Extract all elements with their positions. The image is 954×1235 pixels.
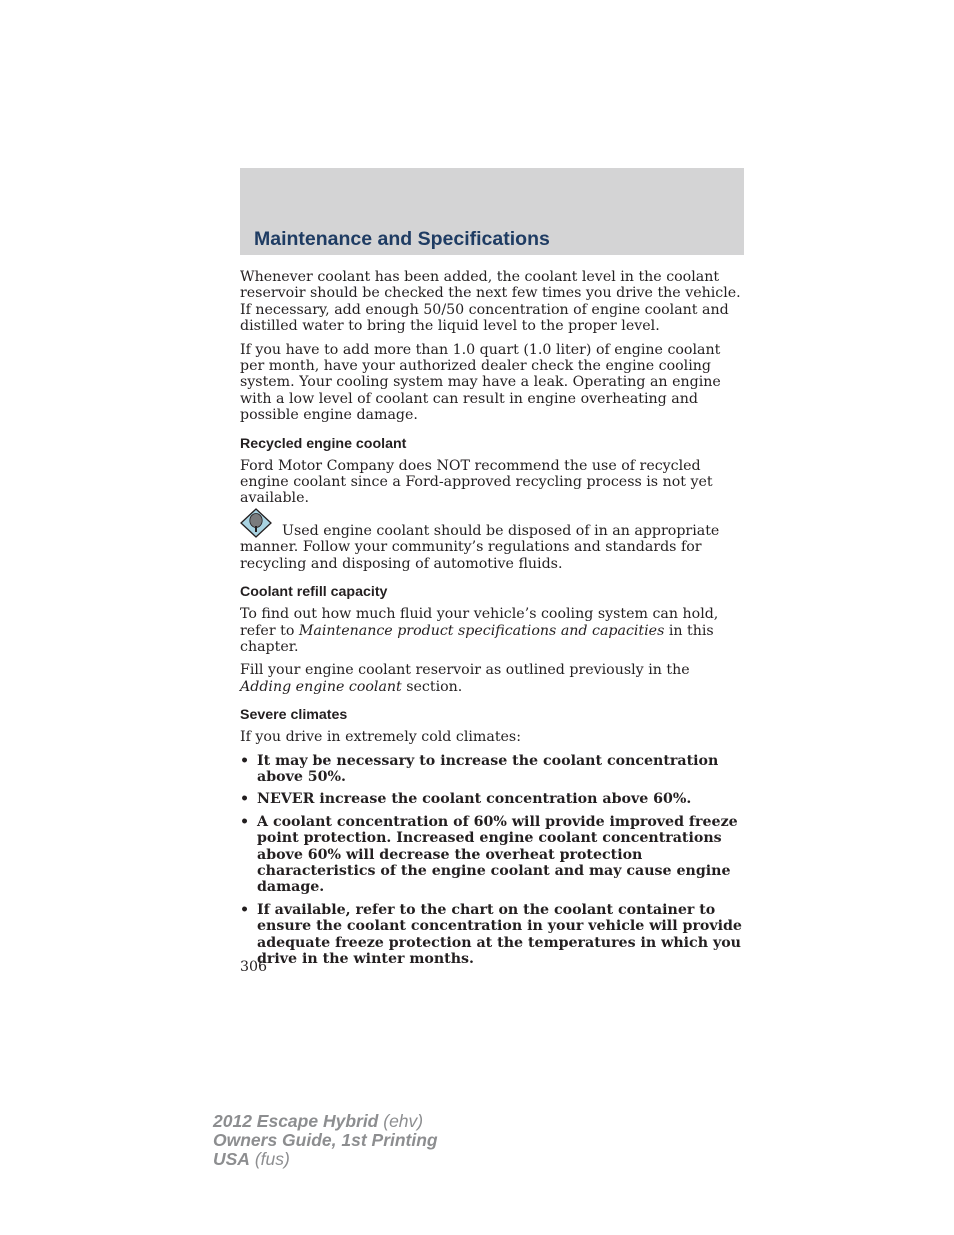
list-item: • A coolant concentration of 60% will provide improved freeze point protection. Increased engine coolant concentrations above 60% will decrease the overheat protection characteristics of the engine coolant and may cause engine damage. <box>240 814 744 896</box>
severe-climates-list <box>240 753 744 968</box>
recycled-paragraph: Ford Motor Company does NOT recommend the use of recycled engine coolant since a Ford-approved recycling process is not yet available. <box>240 457 713 507</box>
section-header-band <box>240 168 744 255</box>
list-item: • It may be necessary to increase the coolant concentration above 50%. <box>240 753 744 786</box>
page-content <box>240 269 744 973</box>
environment-tip-text: Used engine coolant should be disposed of in an appropriate manner. Follow your community’s regulations and standards for recycling and disposing of automotive fluids. <box>240 522 720 572</box>
heading-coolant-refill-capacity: Coolant refill capacity <box>240 584 388 601</box>
environment-tree-icon <box>240 508 272 538</box>
cross-reference-adding-coolant: Adding engine coolant <box>240 678 402 695</box>
intro-paragraph-1: Whenever coolant has been added, the coolant level in the coolant reservoir should be checked the next few times you drive the vehicle. If necessary, add enough 50/50 concentration of engine coolant and distilled water to bring the liquid level to the proper level. <box>240 269 741 335</box>
refill-paragraph-2: Fill your engine coolant reservoir as outlined previously in the Adding engine coolant section. <box>240 662 690 695</box>
footer-line-2: Owners Guide, 1st Printing <box>213 1130 438 1150</box>
page-title: Maintenance and Specifications <box>254 228 550 250</box>
heading-recycled-engine-coolant: Recycled engine coolant <box>240 435 407 452</box>
document-footer <box>213 1112 438 1169</box>
footer-line-1: 2012 Escape Hybrid (ehv) <box>213 1111 424 1131</box>
list-item: • NEVER increase the coolant concentration above 60%. <box>240 791 744 807</box>
severe-intro: If you drive in extremely cold climates: <box>240 729 521 746</box>
list-item: • If available, refer to the chart on the coolant container to ensure the coolant concentration in your vehicle will provide adequate freeze protection at the temperatures in which you drive in the winter months. <box>240 902 744 968</box>
page-number: 306 <box>240 959 268 975</box>
refill-paragraph-1: To find out how much fluid your vehicle’s cooling system can hold, refer to Maintenance product specifications and capacities in this chapter. <box>240 606 719 655</box>
heading-severe-climates: Severe climates <box>240 707 348 724</box>
environment-tip <box>240 523 744 572</box>
footer-line-3: USA (fus) <box>213 1149 290 1169</box>
intro-paragraph-2: If you have to add more than 1.0 quart (1.0 liter) of engine coolant per month, have your authorized dealer check the engine cooling system. Your cooling system may have a leak. Operating an engine with a low level of coolant can result in engine overheating and possible engine damage. <box>240 341 721 424</box>
cross-reference-specifications: Maintenance product specifications and capacities <box>298 622 665 639</box>
